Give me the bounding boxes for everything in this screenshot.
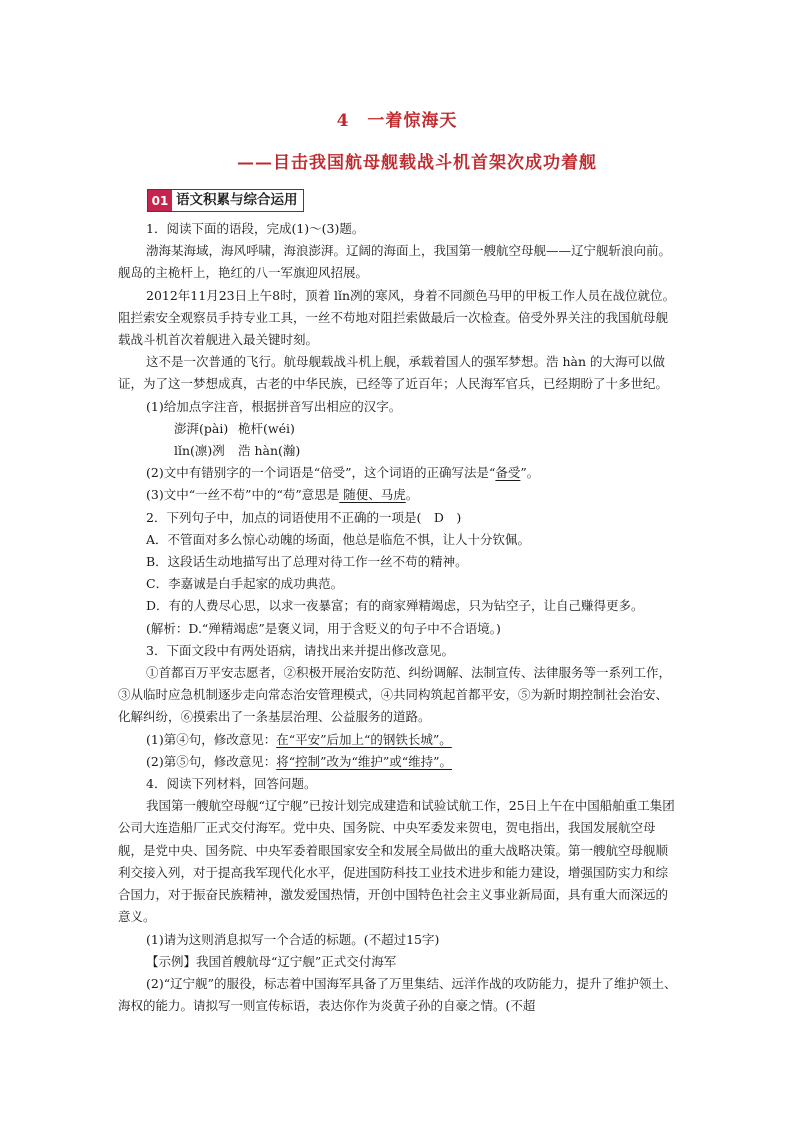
q4-sub1: (1)请为这则消息拟写一个合适的标题。(不超过15字): [146, 931, 440, 947]
answer: 在“平安”后加上“的钢铁长城”。: [276, 731, 452, 747]
pinyin-row: [118, 418, 678, 440]
answer: 随便、马虎: [339, 487, 406, 503]
q2-option-d: D．有的人费尽心思，以求一夜暴富；有的商家殚精竭虑，只为钻空子，让自己赚得更多。: [146, 598, 644, 614]
q2-option-b: B．这段话生动地描写出了总理对待工作一丝不苟的精神。: [146, 554, 468, 570]
q2-stem: 2．下列句子中，加点的词语使用不正确的一项是( D ): [146, 509, 462, 525]
page-title: 4 一着惊海天: [336, 111, 458, 131]
q3-paragraph: ①首都百万平安志愿者，②积极开展治安防范、纠纷调解、法制宣传、法律服务等一系列工作，③从临时应急机制逐步走向常态治安管理模式，④共同构筑起首都平安，⑤为新时期控制社会治安、化解纠纷，⑥摸索出了一条基层治理、公益服务的道路。: [118, 665, 672, 725]
section-header: [147, 189, 304, 212]
q4-sub2: (2)“辽宁舰”的服役，标志着中国海军具备了万里集结、远洋作战的攻防能力，提升了维护领土、海权的能力。请拟写一则宣传标语，表达你作为炎黄子孙的自豪之情。(不超: [118, 975, 677, 1014]
pinyin-row: [118, 440, 678, 462]
q1-sub1: (1)给加点字注音，根据拼音写出相应的汉字。: [146, 398, 402, 414]
page-subtitle: ——目击我国航母舰载战斗机首架次成功着舰: [237, 153, 597, 173]
answer: 备受: [495, 465, 521, 481]
q3-stem: 3．下面文段中有两处语病，请找出来并提出修改意见。: [146, 642, 454, 658]
q4-paragraph: 我国第一艘航空母舰“辽宁舰”已按计划完成建造和试验试航工作，25日上午在中国船舶重工集团公司大连造船厂正式交付海军。党中央、国务院、中央军委发来贺电，贺电指出，我国发展航空母舰，是党中央、国务院、中央军委着眼国家安全和发展全局做出的重大战略决策。第一艘航空母舰顺利交接入列，对于提高我军现代化水平，促进国防科技工业技术进步和能力建设，增强国防实力和综合国力，对于振奋民族精神，激发爱国热情，开创中国特色社会主义事业新局面，具有重大而深远的意义。: [118, 798, 675, 925]
q4-example: 【示例】我国首艘航母“辽宁舰”正式交付海军: [146, 953, 397, 969]
q1-stem: 1．阅读下面的语段，完成(1)～(3)题。: [146, 221, 365, 236]
q3-answer-2: (2)第⑤句，修改意见：将“控制”改为“维护”或“维持”。: [146, 753, 453, 769]
pinyin-item: 桅杆(wéi): [238, 420, 295, 436]
pinyin-item: 澎湃(pài): [174, 420, 229, 436]
section-number-badge: 01: [148, 190, 172, 211]
q2-analysis: (解析：D.“殚精竭虑”是褒义词，用于含贬义的句子中不合语境。): [146, 620, 501, 636]
pinyin-item: lǐn(凛)冽: [174, 443, 225, 459]
answer: 将“控制”改为“维护”或“维持”。: [276, 753, 453, 769]
q1-sub3: (3)文中“一丝不苟”中的“苟”意思是 随便、马虎。: [146, 487, 419, 503]
q3-answer-1: (1)第④句，修改意见：在“平安”后加上“的钢铁长城”。: [146, 731, 452, 747]
q4-stem: 4．阅读下列材料，回答问题。: [146, 776, 317, 792]
q1-paragraph: 这不是一次普通的飞行。航母舰载战斗机上舰，承载着国人的强军梦想。浩 hàn 的大海可以做证，为了这一梦想成真，古老的中华民族，已经等了近百年；人民海军官兵，已经期盼了十多世纪。: [118, 354, 669, 392]
q2-option-a: A．不管面对多么惊心动魄的场面，他总是临危不惧，让人十分钦佩。: [146, 531, 531, 547]
q2-option-c: C．李嘉诚是白手起家的成功典范。: [146, 576, 344, 592]
section-label: 语文积累与综合运用: [176, 192, 298, 208]
pinyin-item: 浩 hàn(瀚): [238, 443, 301, 459]
q1-paragraph: 渤海某海域，海风呼啸，海浪澎湃。辽阔的海面上，我国第一艘航空母舰——辽宁舰斩浪向前。舰岛的主桅杆上，艳红的八一军旗迎风招展。: [118, 243, 672, 281]
q1-paragraph: 2012年11月23日上午8时，顶着 lǐn冽的寒风，身着不同颜色马甲的甲板工作人员在战位就位。阻拦索安全观察员手持专业工具，一丝不苟地对阻拦索做最后一次检查。倍受外界关注的我国航母舰载战斗机首次着舰进入最关键时刻。: [118, 287, 676, 348]
q1-sub2: (2)文中有错别字的一个词语是“倍受”，这个词语的正确写法是“备受”。: [146, 465, 540, 481]
question-content: [118, 218, 678, 1017]
